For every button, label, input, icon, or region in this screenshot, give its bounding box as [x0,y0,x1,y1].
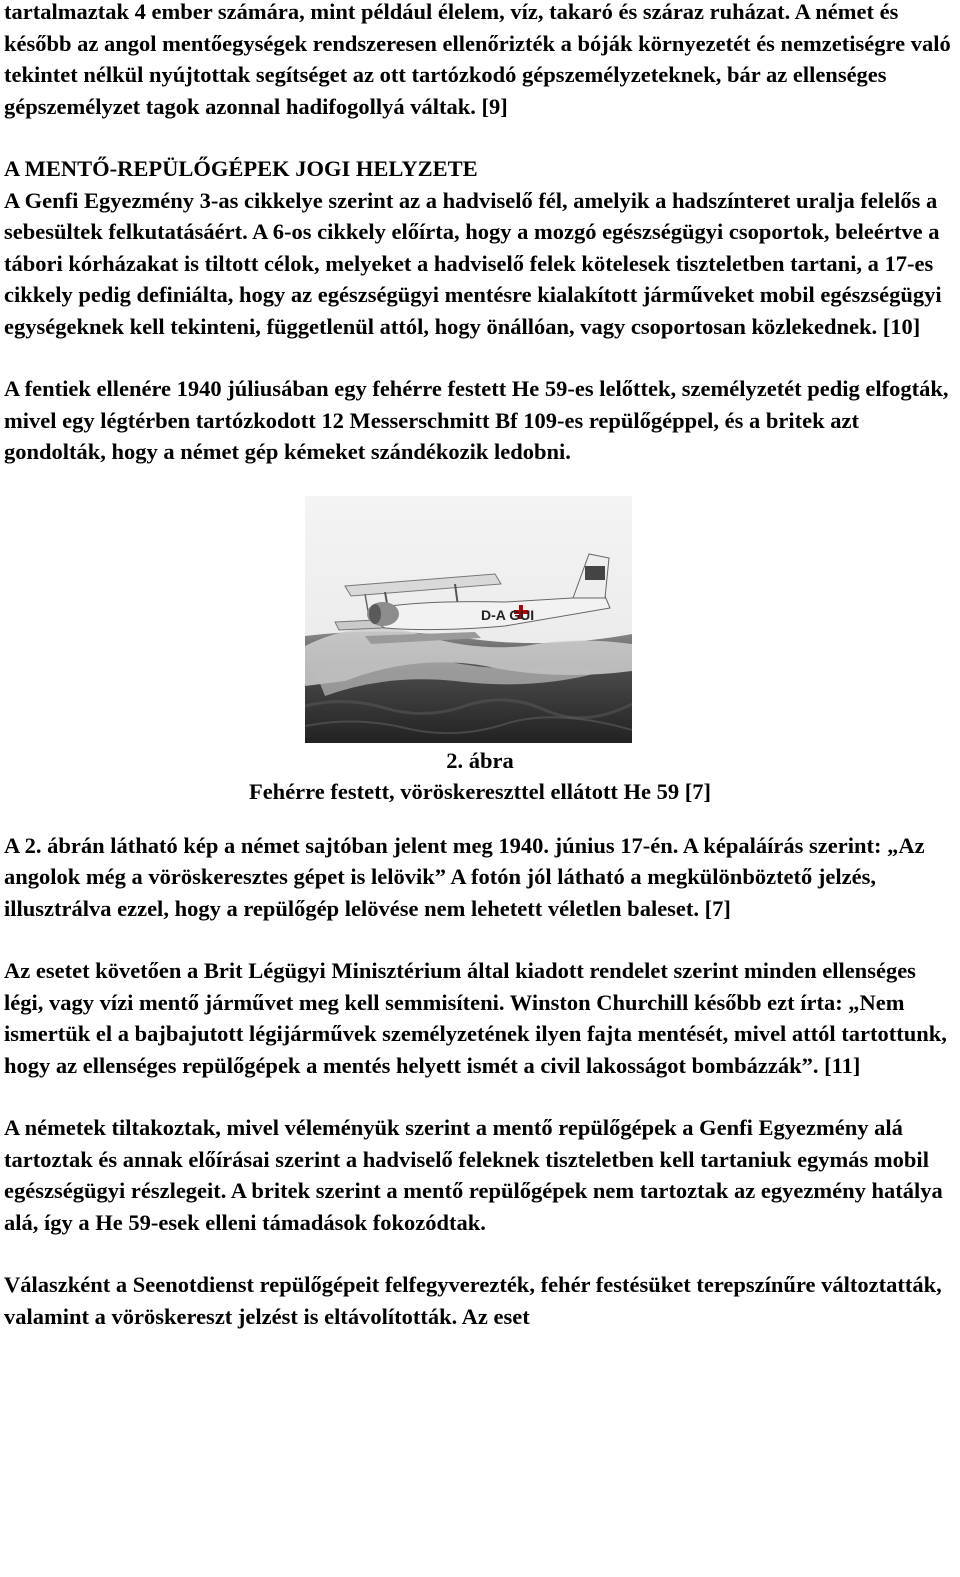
paragraph-he59-shot-down: A fentiek ellenére 1940 júliusában egy fehérre festett He 59-es lelőttek, személyzetét pedig elfogták, mivel egy légtérben tartózkodott 12 Messerschmitt Bf 109-es repülőgéppel, és a britek azt gondolták, hogy a német gép kémeket szándékozik ledobni. [4,376,949,464]
figure-number: 2. ábra [446,747,514,773]
paragraph-air-ministry: Az esetet követően a Brit Légügyi Minisztérium által kiadott rendelet szerint minden ellenséges légi, vagy vízi mentő járművet meg kell semmisíteni. Winston Churchill később ezt írta: „Nem ismertük el a bajbajutott légijárművek személyzetének ilyen fajta mentését, mivel attól tartottunk, hogy az ellenséges repülőgépek a mentés helyett ismét a civil lakosságot bombázzák”. [11] [4,958,947,1078]
paragraph-press-photo: A 2. ábrán látható kép a német sajtóban jelent meg 1940. június 17-én. A képaláírás szerint: „Az angolok még a vöröskeresztes gépet is lelövik” A fotón jól látható a megkülönböztető jelzés, illusztrálva ezzel, hogy a repülőgép lelövése nem lehetett véletlen baleset. [7] [4,832,925,921]
paragraph-geneva-convention: A Genfi Egyezmény 3-as cikkelye szerint az a hadviselő fél, amelyik a hadszínteret uralja felelős a sebesültek felkutatásáért. A 6-os cikkely előírta, hogy a mozgó egészségügyi csoportok, beleértve a tábori kórházakat is tiltott célok, melyeket a hadviselő felek kötelesek tiszteletben tartani, a 17-es cikkely pedig definiálta, hogy az egészségügyi mentésre kialakított járműveket mobil egészségügyi egységeknek kell tekinteni, függetlenül attól, hogy önállóan, vagy csoportosan közlekednek. [10] [4,187,942,339]
paragraph-seenotdienst-response: Válaszként a Seenotdienst repülőgépeit felfegyverezték, fehér festésüket terepszínűre változtatták, valamint a vöröskereszt jelzést is eltávolították. Az eset [4,1272,942,1329]
he59-seaplane-photo [305,496,632,743]
fuselage-marking: D-A GUI [480,606,534,623]
figure-2 [4,496,956,808]
section-heading: A MENTŐ-REPÜLŐGÉPEK JOGI HELYZETE [4,156,478,181]
figure-caption: Fehérre festett, vöröskereszttel ellátott He 59 [7] [248,779,712,804]
document-page [4,0,956,1332]
paragraph-german-protest: A németek tiltakoztak, mivel véleményük szerint a mentő repülőgépek a Genfi Egyezmény alá tartoztak és annak előírásai szerint a hadviselő feleknek tiszteletben kell tartaniuk egymás mobil egészségügyi részlegeit. A britek szerint a mentő repülőgépek nem tartoztak az egyezmény hatálya alá, így a He 59-esek elleni támadások fokozódtak. [4,1115,943,1235]
paragraph-rescue-buoys: tartalmaztak 4 ember számára, mint például élelem, víz, takaró és száraz ruházat. A német és később az angol mentőegységek rendszeresen ellenőrizték a bóják környezetét és nemzetiségre való tekintet nélkül nyújtottak segítséget az ott tartózkodó gépszemélyzeteknek, bár az ellenséges gépszemélyzet tagok azonnal hadifogollyá váltak. [9] [4,0,951,119]
